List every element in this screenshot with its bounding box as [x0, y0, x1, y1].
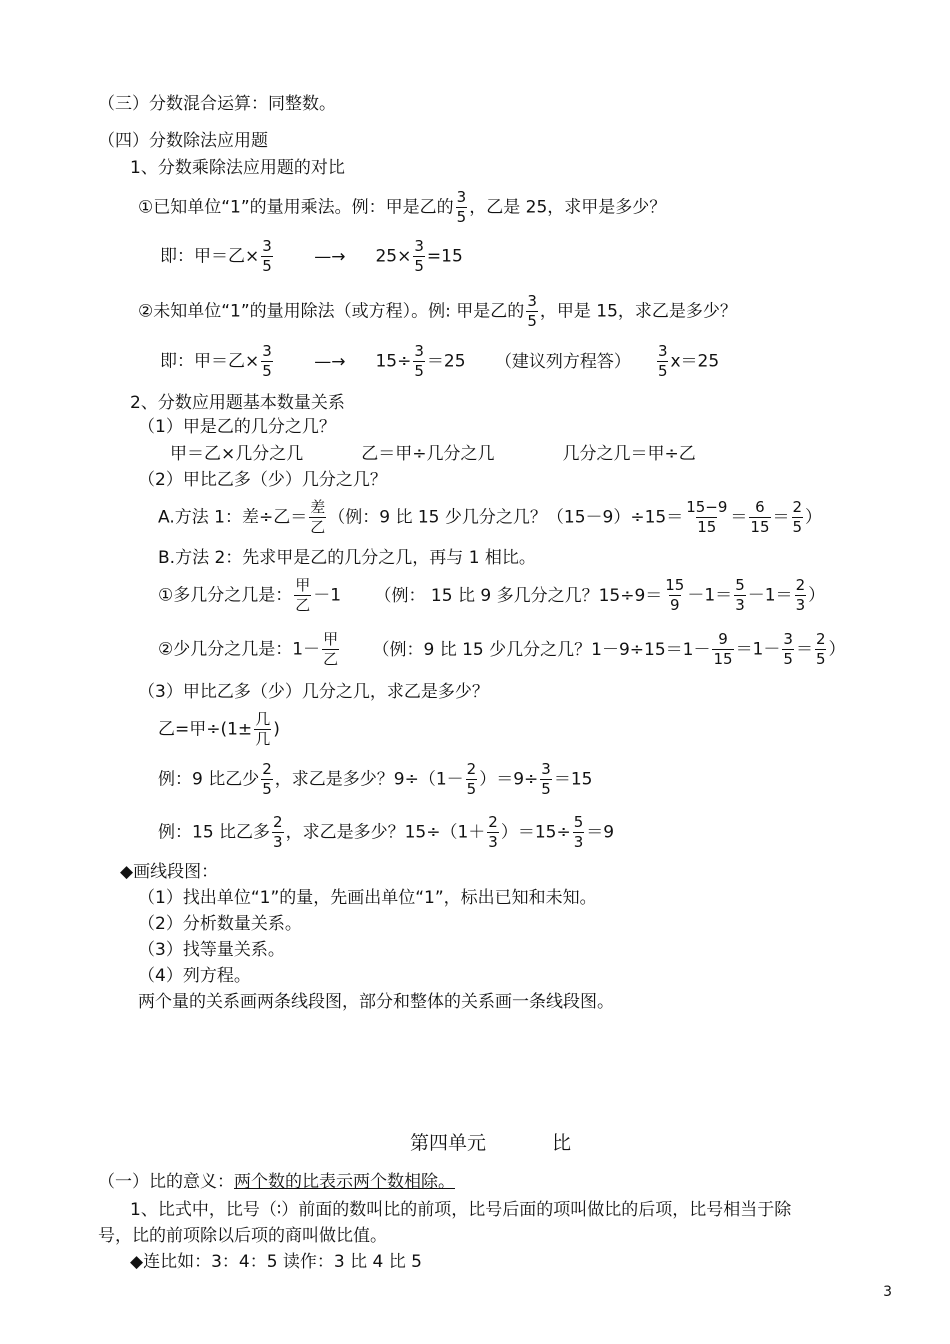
- ratio-meaning: （一）比的意义：两个数的比表示两个数相除。: [98, 1172, 455, 1192]
- line-multiply-example: 即：甲＝乙× $\frac{3}{5}$ —→ 25× $\frac{3}{5}$ =15: [160, 237, 463, 275]
- item-1: （1）甲是乙的几分之几？: [138, 417, 336, 437]
- section-title: 第四单元 比: [410, 1132, 572, 1154]
- item-1-formulas: 甲＝乙×几分之几 乙＝甲÷几分之几 几分之几＝甲÷乙: [170, 444, 696, 464]
- step-4: （4）列方程。: [138, 966, 251, 986]
- example-more: 例：15 比乙多 $\frac{2}{3}$ ，求乙是多少？15÷（1＋ $\frac{2}{3}$ ）＝15÷ $\frac{5}{3}$ ＝9: [158, 813, 615, 851]
- line-known-unit: ①已知单位“1”的量用乘法。例：甲是乙的 $\frac{3}{5}$ ，乙是 25，求甲是多少？: [138, 188, 667, 226]
- subheading-relations: 2、分数应用题基本数量关系: [130, 393, 345, 413]
- method-2: B.方法 2：先求甲是乙的几分之几，再与 1 相比。: [158, 548, 536, 568]
- page-number: 3: [883, 1284, 892, 1300]
- line-diagram-note: 两个量的关系画两条线段图，部分和整体的关系画一条线段图。: [138, 992, 614, 1012]
- item-2: （2）甲比乙多（少）几分之几？: [138, 470, 387, 490]
- line-more-fraction: ①多几分之几是： $\frac{\text{甲}}{\text{乙}}$ －1 （例： 15 比 9 多几分之几？15÷9＝ $\frac{15}{9}$ －1＝ $\frac{5}{3}$ －1＝ $\frac{2}{3}$ ）: [158, 576, 826, 614]
- example-less: 例：9 比乙少 $\frac{2}{5}$ ，求乙是多少？9÷（1－ $\frac{2}{5}$ ）＝9÷ $\frac{3}{5}$ ＝15: [158, 760, 593, 798]
- ratio-def-2: 号，比的前项除以后项的商叫做比值。: [98, 1226, 387, 1246]
- continued-ratio: ◆连比如：3：4：5 读作：3 比 4 比 5: [130, 1252, 422, 1272]
- formula-b: 乙=甲÷(1± $\frac{\text{几}}{\text{几}}$ ): [158, 710, 280, 748]
- step-3: （3）找等量关系。: [138, 940, 285, 960]
- item-3: （3）甲比乙多（少）几分之几，求乙是多少？: [138, 682, 489, 702]
- line-division-example: 即：甲＝乙× $\frac{3}{5}$ —→ 15÷ $\frac{3}{5}$ ＝25 （建议列方程答） $\frac{3}{5}$ x＝25: [160, 342, 720, 380]
- step-2: （2）分析数量关系。: [138, 914, 302, 934]
- step-1: （1）找出单位“1”的量，先画出单位“1”，标出已知和未知。: [138, 888, 597, 908]
- line-mixed-ops: （三）分数混合运算：同整数。: [98, 94, 336, 114]
- subheading-compare: 1、分数乘除法应用题的对比: [130, 158, 345, 178]
- heading-division-problems: （四）分数除法应用题: [98, 131, 268, 151]
- line-unknown-unit: ②未知单位“1”的量用除法（或方程）。例: 甲是乙的 $\frac{3}{5}$ ，甲是 15，求乙是多少？: [138, 292, 737, 330]
- line-less-fraction: ②少几分之几是：1－ $\frac{\text{甲}}{\text{乙}}$ （例：9 比 15 少几分之几？1－9÷15＝1－ $\frac{9}{15}$ ＝1－ $\frac{3}{5}$ ＝ $\frac{2}{5}$ ）: [158, 630, 846, 668]
- heading-line-diagram: ◆画线段图：: [120, 862, 219, 882]
- method-1: A.方法 1：差÷乙＝ $\frac{\text{差}}{\text{乙}}$ （例：9 比 15 少几分之几？（15－9）÷15＝ $\frac{15-9}{15}$ ＝ $\frac{6}{15}$ ＝ $\frac{2}{5}$ ）: [158, 498, 823, 536]
- ratio-def-1: 1、比式中，比号（∶）前面的数叫比的前项，比号后面的项叫做比的后项，比号相当于除: [130, 1200, 792, 1220]
